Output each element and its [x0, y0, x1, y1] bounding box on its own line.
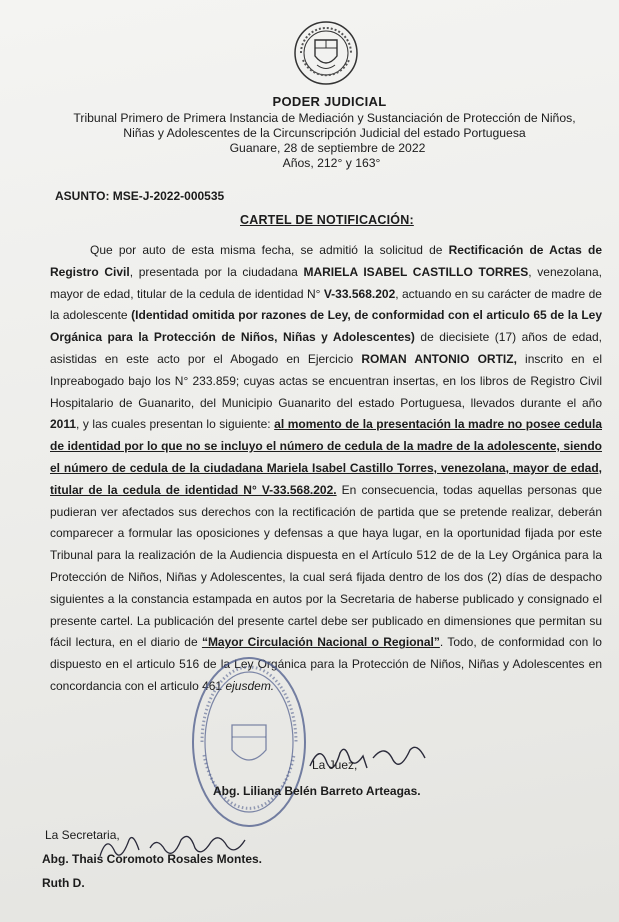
secretary-label: La Secretaria, [45, 828, 120, 842]
body-bold-5: ROMAN ANTONIO ORTIZ, [361, 351, 517, 366]
document-title: CARTEL DE NOTIFICACIÓN: [240, 213, 414, 227]
body-bold-6: 2011 [50, 417, 77, 432]
header-tribunal-line: Tribunal Primero de Primera Instancia de Mediación y Sustanciación de Protección de Niños, [73, 111, 576, 125]
judge-name: Abg. Liliana Belén Barreto Arteagas. [213, 784, 421, 798]
body-text-5: de diecisiete (17) años de edad, asistidas en este acto por el Abogado en Ejercicio [50, 330, 602, 366]
header-date: Guanare, 28 de septiembre de 2022 [229, 141, 426, 155]
header-circunscripcion-line: Niñas y Adolescentes de la Circunscripción Judicial del estado Portuguesa [123, 126, 526, 140]
judge-label: La Juez, [312, 758, 358, 772]
body-bold-3: V-33.568.202 [323, 286, 396, 301]
body-text-6: inscrito en el Inpreabogado bajo los N° 233.859; cuyas actas se encuentran insertas, en los libros de Registro Civil Hospitalario de Guanarito, del Municipio Guanarito del estado Portuguesa, llevados durante el año [50, 351, 603, 410]
body-text-1: Que por auto de esta misma fecha, se admitió la solicitud de [90, 243, 449, 257]
body-text-9: . Todo, de conformidad con lo dispuesto en el articulo 516 de la Ley Orgánica para la Protección de Niños, Niñas y Adolescentes en concordancia con el articulo 461 [50, 635, 602, 693]
notice-body [50, 240, 602, 698]
body-text-4: , actuando en su carácter de madre de la adolescente [50, 286, 602, 323]
body-bold-1: Rectificación de Actas de Registro Civil [50, 243, 603, 279]
body-italic-1: ejusdem. [225, 678, 275, 693]
body-underlined-2: “Mayor Circulación Nacional o Regional” [201, 635, 440, 650]
body-text-2: , presentada por la ciudadana [129, 264, 304, 279]
court-stamp-icon [190, 655, 308, 830]
body-underlined-1: al momento de la presentación la madre no posee cedula de identidad por lo que no se incluyo el número de cedula de la madre de la adolescente, siendo el número de cedula de la ciudadana Mariela Isabel Castillo Torres, venezolana, mayor de edad, titular de la cedula de identidad N° V-33.568.202. [50, 417, 602, 497]
body-bold-4: (Identidad omitida por razones de Ley, de conformidad con el articulo 65 de la Ley Orgánica para la Protección de Niños, Niñas y Adolescentes) [50, 308, 602, 345]
header-poder-judicial: PODER JUDICIAL [272, 94, 387, 109]
body-bold-2: MARIELA ISABEL CASTILLO TORRES [303, 264, 529, 279]
body-text-8: En consecuencia, todas aquellas personas que pudieran ver afectados sus derechos con la rectificación de partida que se pretende realizar, deberán comparecer a formular las oposiciones y defensas a que haya lugar, en la oportunidad fijada por este Tribunal para la realización de la Audiencia dispuesta en el Artículo 512 de de la Ley Orgánica para la Protección de Niños, Niñas y Adolescentes, la cual será fijada dentro de los dos (2) días de despacho siguientes a la constancia estampada en autos por la Secretaria de haberse publicado y consignado el presente cartel. La publicación del presente cartel debe ser publicado en dimensiones que permitan su fácil lectura, en el diario de [50, 482, 602, 650]
typist-initials: Ruth D. [42, 876, 85, 890]
secretary-name: Abg. Thais Coromoto Rosales Montes. [42, 852, 263, 866]
header-date-line [18, 141, 619, 156]
case-number: ASUNTO: MSE-J-2022-000535 [55, 189, 225, 203]
header-years-line: Años, 212° y 163° [282, 156, 381, 170]
coat-of-arms-seal-icon [293, 20, 359, 86]
body-text-3: , venezolana, mayor de edad, titular de la cedula de identidad N° [50, 264, 602, 301]
body-text-7: , y las cuales presentan lo siguiente: [76, 417, 275, 432]
